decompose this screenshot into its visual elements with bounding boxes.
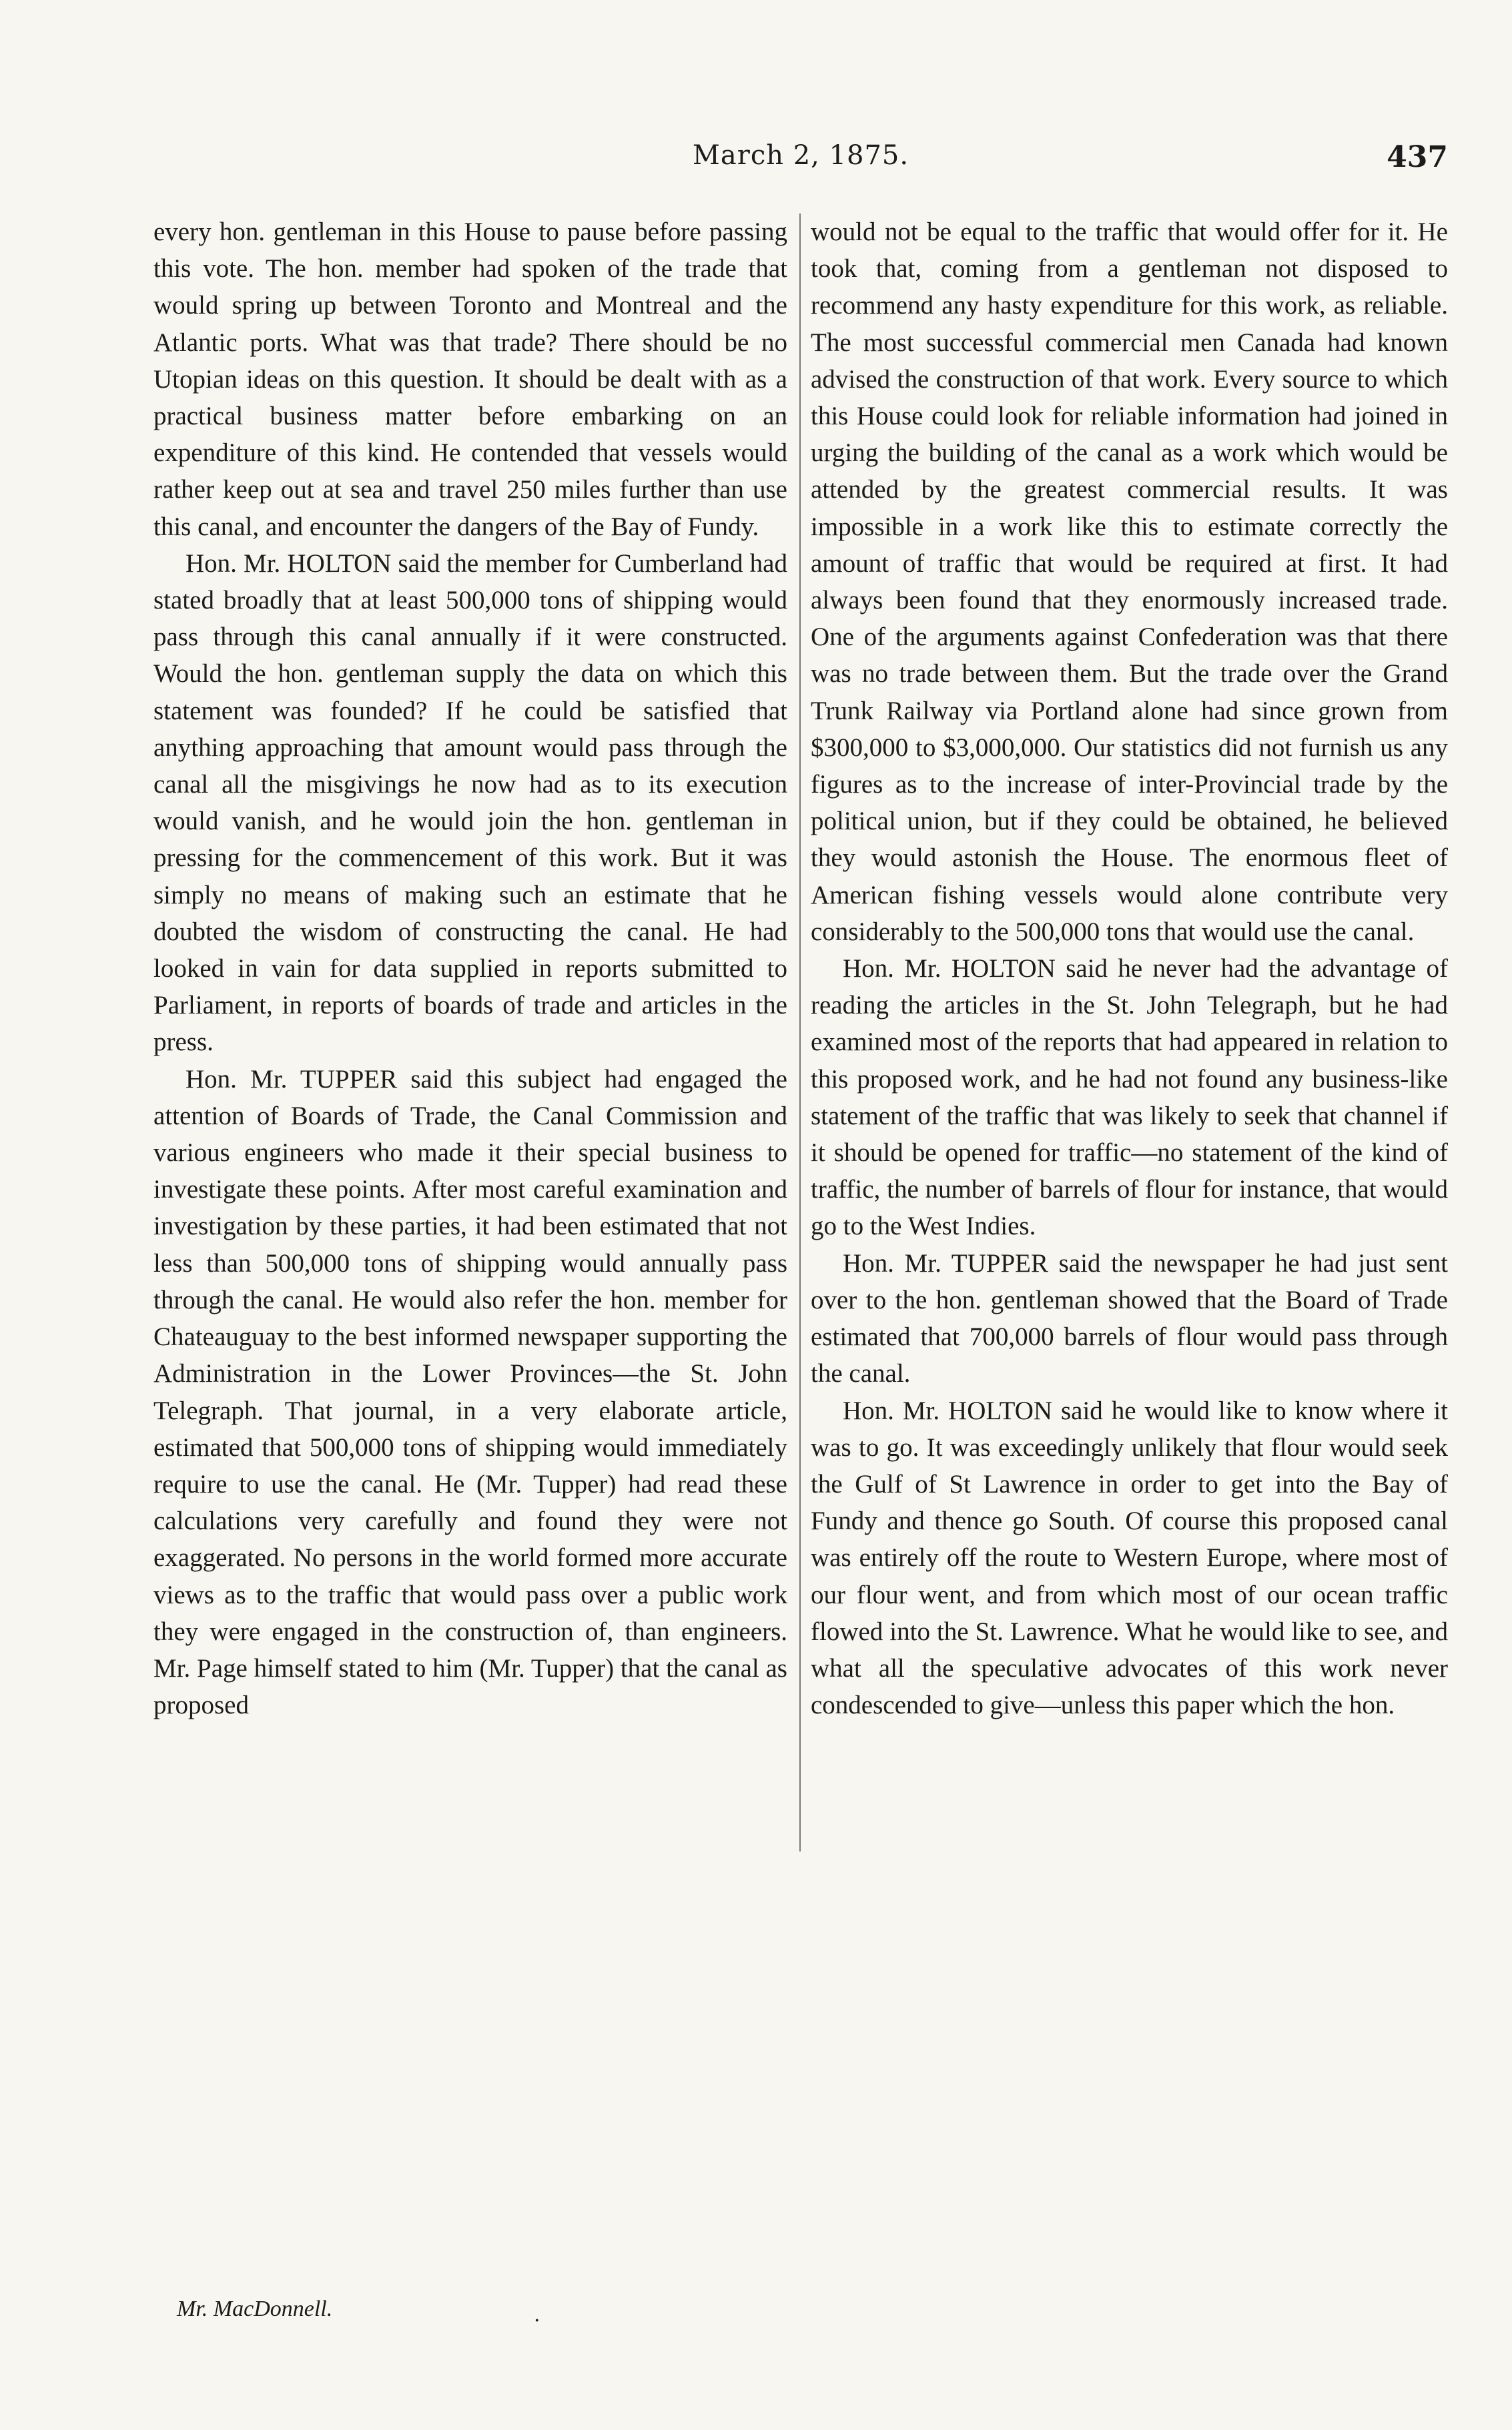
paragraph: every hon. gentleman in this House to pause before passing this vote. The hon. member had spoken of the trade that would spring up between Toronto and Montreal and the Atlantic ports. What was that trade? There should be no Utopian ideas on this question. It should be dealt with as a practical business matter before embarking on an expenditure of this kind. He contended that vessels would rather keep out at sea and travel 250 miles further than use this canal, and encounter the dangers of the Bay of Fundy. — [153, 218, 787, 541]
paragraph: Hon. Mr. TUPPER said the newspaper he had just sent over to the hon. gentleman showed that the Board of Trade estimated that 700,000 barrels of flour would pass through the canal. — [811, 1248, 1448, 1388]
paragraph: Hon. Mr. HOLTON said the member for Cumberland had stated broadly that at least 500,000 tons of shipping would pass through this canal annually if it were constructed. Would the hon. gentleman supply the data on which this statement was founded? If he could be satisfied that anything approaching that amount would pass through the canal all the misgivings he now had as to its execution would vanish, and he would join the hon. gentleman in pressing for the commencement of this work. But it was simply no means of making such an estimate that he doubted the wisdom of constructing the canal. He had looked in vain for data supplied in reports submitted to Parliament, in reports of boards of trade and articles in the press. — [153, 548, 787, 1057]
right-column — [811, 214, 1448, 1723]
page-number: 437 — [1387, 140, 1448, 174]
left-column — [153, 214, 787, 1723]
paragraph: Hon. Mr. HOLTON said he never had the advantage of reading the articles in the St. John Telegraph, but he had examined most of the reports that had appeared in relation to this proposed work, and he had not found any business-like statement of the traffic that was likely to seek that channel if it should be opened for traffic—no statement of the kind of traffic, the number of barrels of flour for instance, that would go to the West Indies. — [811, 954, 1448, 1241]
column-divider — [799, 214, 801, 1852]
footer-speaker-note: Mr. MacDonnell. — [177, 2297, 333, 2321]
paragraph: Hon. Mr. TUPPER said this subject had engaged the attention of Boards of Trade, the Canal Commission and various engineers who made it their special business to investigate these points. After most careful examination and investigation by these parties, it had been estimated that not less than 500,000 tons of shipping would annually pass through the canal. He would also refer the hon. member for Chateauguay to the best informed newspaper supporting the Administration in the Lower Provinces—the St. John Telegraph. That journal, in a very elaborate article, estimated that 500,000 tons of shipping would immediately require to use the canal. He (Mr. Tupper) had read these calculations very carefully and found they were not exaggerated. No persons in the world formed more accurate views as to the traffic that would pass over a public work they were engaged in the construction of, than engineers. Mr. Page himself stated to him (Mr. Tupper) that the canal as proposed — [153, 1064, 787, 1720]
paragraph: would not be equal to the traffic that would offer for it. He took that, coming from a gentleman not disposed to recommend any hasty expenditure for this work, as reliable. The most successful commercial men Canada had known advised the construction of that work. Every source to which this House could look for reliable information had joined in urging the building of the canal as a work which would be attended by the greatest commercial results. It was impossible in a work like this to estimate correctly the amount of traffic that would be required at first. It had always been found that they enormously increased trade. One of the arguments against Confederation was that there was no trade between them. But the trade over the Grand Trunk Railway via Portland alone had since grown from $300,000 to $3,000,000. Our statistics did not furnish us any figures as to the increase of inter-Provincial trade by the political union, but if they could be obtained, he believed they would astonish the House. The enormous fleet of American fishing vessels would alone contribute very considerably to the 500,000 tons that would use the canal. — [811, 218, 1448, 946]
page-header — [153, 140, 1448, 180]
footer-dot: . — [534, 2303, 540, 2327]
paragraph: Hon. Mr. HOLTON said he would like to know where it was to go. It was exceedingly unlikely that flour would seek the Gulf of St Lawrence in order to get into the Bay of Fundy and thence go South. Of course this proposed canal was entirely off the route to Western Europe, where most of our flour went, and from which most of our ocean traffic flowed into the St. Lawrence. What he would like to see, and what all the speculative advocates of this work never condescended to give—unless this paper which the hon. — [811, 1396, 1448, 1720]
page-date: March 2, 1875. — [692, 140, 909, 171]
